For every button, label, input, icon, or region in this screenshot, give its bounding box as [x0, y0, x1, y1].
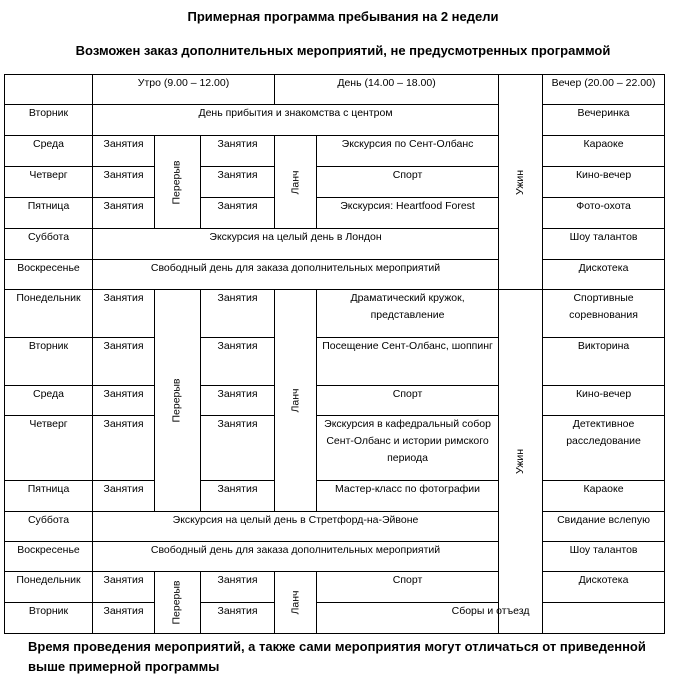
day-cell: Четверг [5, 167, 93, 198]
header-morning: Утро (9.00 – 12.00) [93, 75, 275, 105]
lunch-cell [275, 290, 317, 512]
break-cell [155, 572, 201, 634]
evening-cell: Фото-охота [543, 198, 665, 229]
lunch-cell [275, 136, 317, 229]
day-cell: Пятница [5, 481, 93, 512]
day-cell: Понедельник [5, 290, 93, 338]
table-header-row [5, 75, 665, 105]
lesson-cell: Занятия [93, 572, 155, 603]
evening-cell: Шоу талантов [543, 542, 665, 572]
lunch-cell [275, 572, 317, 634]
evening-cell: Дискотека [543, 260, 665, 290]
lunch-label: Ланч [289, 388, 302, 413]
evening-cell: Караоке [543, 481, 665, 512]
lesson-cell: Занятия [93, 416, 155, 481]
day-cell: Воскресенье [5, 542, 93, 572]
dinner-cell-week2 [499, 290, 543, 634]
lesson-cell: Занятия [93, 338, 155, 386]
activity-cell: Свободный день для заказа дополнительных мероприятий [93, 260, 499, 290]
lesson-cell: Занятия [201, 290, 275, 338]
lesson-cell: Занятия [93, 198, 155, 229]
table-row [5, 136, 665, 167]
departure-cell: Сборы и отъезд [317, 603, 665, 634]
activity-cell: Посещение Сент-Олбанс, шоппинг [317, 338, 499, 386]
evening-cell: Дискотека [543, 572, 665, 603]
evening-cell: Викторина [543, 338, 665, 386]
evening-cell: Шоу талантов [543, 229, 665, 260]
evening-cell: Спортивные соревнования [543, 290, 665, 338]
footer-note: Время проведения мероприятий, а также сами мероприятия могут отличаться от приведенной выше примерной программы [28, 639, 646, 674]
header-empty-cell [5, 75, 93, 105]
day-cell: Понедельник [5, 572, 93, 603]
lesson-cell: Занятия [93, 290, 155, 338]
break-label: Перерыв [171, 159, 183, 205]
table-row [5, 572, 665, 603]
day-cell: Среда [5, 136, 93, 167]
lesson-cell: Занятия [93, 167, 155, 198]
activity-cell: Мастер-класс по фотографии [317, 481, 499, 512]
table-row [5, 542, 665, 572]
evening-cell: Свидание вслепую [543, 512, 665, 542]
break-label: Перерыв [171, 580, 183, 625]
table-row [5, 167, 665, 198]
activity-cell: Спорт [317, 167, 499, 198]
evening-cell: Кино-вечер [543, 167, 665, 198]
activity-cell: Спорт [317, 572, 499, 603]
day-cell: Пятница [5, 198, 93, 229]
break-cell [155, 136, 201, 229]
activity-cell: Экскурсия на целый день в Лондон [93, 229, 499, 260]
activity-cell: День прибытия и знакомства с центром [93, 105, 499, 136]
page-subtitle: Возможен заказ дополнительных мероприятий, не предусмотренных программой [75, 43, 611, 58]
evening-cell: Вечеринка [543, 105, 665, 136]
day-cell: Вторник [5, 603, 93, 634]
lesson-cell: Занятия [201, 481, 275, 512]
lesson-cell: Занятия [201, 416, 275, 481]
lesson-cell: Занятия [201, 198, 275, 229]
table-row [5, 229, 665, 260]
day-cell: Воскресенье [5, 260, 93, 290]
lesson-cell: Занятия [93, 386, 155, 416]
lesson-cell: Занятия [201, 338, 275, 386]
table-row [5, 512, 665, 542]
day-cell: Вторник [5, 105, 93, 136]
activity-cell: Свободный день для заказа дополнительных мероприятий [93, 542, 499, 572]
lesson-cell: Занятия [201, 136, 275, 167]
table-row [5, 105, 665, 136]
lesson-cell: Занятия [93, 136, 155, 167]
lesson-cell: Занятия [93, 603, 155, 634]
table-row [5, 603, 665, 634]
activity-cell: Драматический кружок, представление [317, 290, 499, 338]
lesson-cell: Занятия [201, 167, 275, 198]
lesson-cell: Занятия [201, 572, 275, 603]
dinner-label: Ужин [514, 169, 527, 195]
day-cell: Суббота [5, 512, 93, 542]
table-row [5, 481, 665, 512]
lunch-label: Ланч [289, 590, 302, 615]
day-cell: Вторник [5, 338, 93, 386]
table-row [5, 290, 665, 338]
table-row [5, 198, 665, 229]
evening-cell: Детективное расследование [543, 416, 665, 481]
page-title: Примерная программа пребывания на 2 недели [187, 9, 499, 24]
activity-cell: Спорт [317, 386, 499, 416]
table-row [5, 386, 665, 416]
schedule-table [4, 74, 665, 634]
activity-cell: Экскурсия на целый день в Стретфорд-на-Эйвоне [93, 512, 499, 542]
dinner-label: Ужин [514, 448, 527, 475]
activity-cell: Экскурсия в кафедральный собор Сент-Олбанс и истории римского периода [317, 416, 499, 481]
break-label: Перерыв [171, 378, 183, 423]
activity-cell: Экскурсия по Сент-Олбанс [317, 136, 499, 167]
lunch-label: Ланч [289, 170, 302, 194]
activity-cell: Экскурсия: Heartfood Forest [317, 198, 499, 229]
evening-cell: Кино-вечер [543, 386, 665, 416]
day-cell: Среда [5, 386, 93, 416]
header-evening: Вечер (20.00 – 22.00) [543, 75, 665, 105]
table-row [5, 260, 665, 290]
lesson-cell: Занятия [201, 603, 275, 634]
header-day: День (14.00 – 18.00) [275, 75, 499, 105]
evening-cell: Караоке [543, 136, 665, 167]
day-cell: Суббота [5, 229, 93, 260]
day-cell: Четверг [5, 416, 93, 481]
lesson-cell: Занятия [93, 481, 155, 512]
break-cell [155, 290, 201, 512]
table-row [5, 416, 665, 481]
table-row [5, 338, 665, 386]
dinner-cell-week1 [499, 75, 543, 290]
lesson-cell: Занятия [201, 386, 275, 416]
